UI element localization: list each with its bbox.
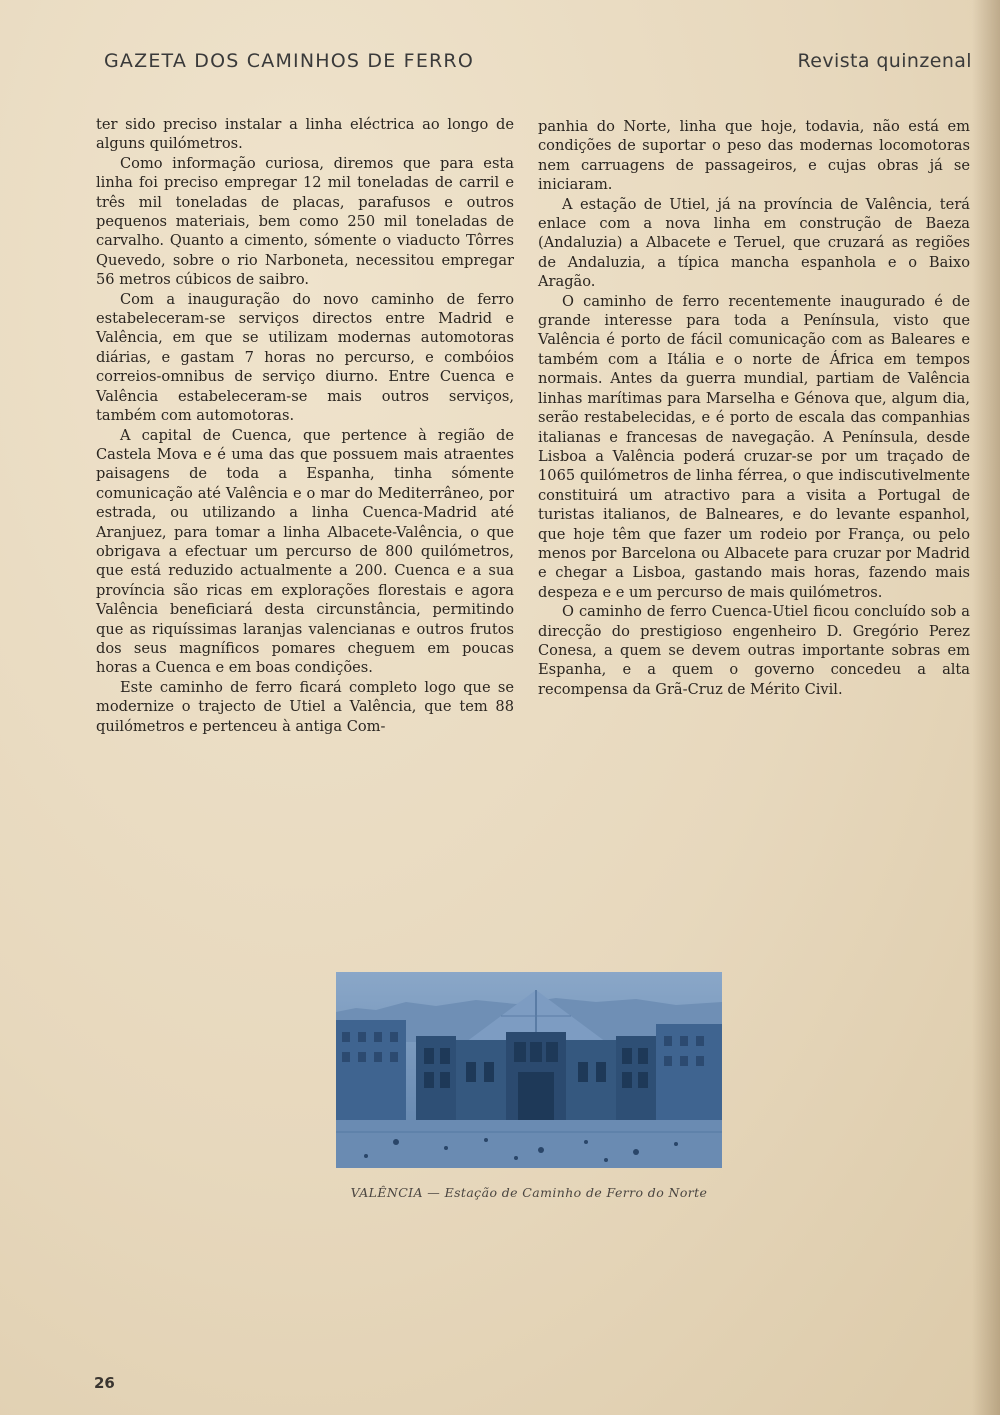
page-header	[104, 50, 972, 84]
paragraph: O caminho de ferro Cuenca-Utiel ficou concluído sob a direcção do prestigioso engenheiro D. Gregório Perez Conesa, a quem se devem outras importante sobras em Espanha, e a quem o governo concedeu a alta recompensa da Grã-Cruz de Mérito Civil.	[538, 603, 970, 698]
journal-title: GAZETA DOS CAMINHOS DE FERRO	[104, 50, 474, 72]
paragraph: A capital de Cuenca, que pertence à região de Castela Mova e é uma das que possuem mais atraentes paisagens de toda a Espanha, tinha sómente comunicação até Valência e o mar do Mediterrâneo, por estrada, ou utilizando a linha Cuenca-Madrid até Aranjuez, para tomar a linha Albacete-Valência, o que obrigava a efectuar um percurso de 800 quilómetros, que está reduzido actualmente a 200. Cuenca e a sua província são ricas em explorações florestais e agora Valência beneficiará desta circunstância, permitindo que as riquíssimas laranjas valencianas e outros frutos dos seus magníficos pomares cheguem em poucas horas a Cuenca e em boas condições.	[96, 426, 514, 677]
paragraph: panhia do Norte, linha que hoje, todavia, não está em condições de suportar o peso das modernas locomotoras nem carruagens de passageiros, e cujas obras já se iniciaram.	[538, 118, 970, 194]
journal-subtitle: Revista quinzenal	[797, 50, 972, 72]
paragraph: Como informação curiosa, diremos que para esta linha foi preciso empregar 12 mil toneladas de carril e três mil toneladas de placas, parafusos e outros pequenos materiais, bem como 250 mil toneladas de carvalho. Quanto a cimento, sómente o viaducto Tôrres Quevedo, sobre o rio Narboneta, necessitou empregar 56 metros cúbicos de saibro.	[96, 154, 514, 289]
page-number: 26	[94, 1374, 115, 1392]
paragraph: O caminho de ferro recentemente inaugurado é de grande interesse para toda a Península, visto que Valência é porto de fácil comunicação com as Baleares e também com a Itália e o norte de África em tempos normais. Antes da guerra mundial, partiam de Valência linhas marítimas para Marselha e Génova que, algum dia, serão restabelecidas, e é porto de escala das companhias italianas e francesas de navegação. A Península, desde Lisboa a Valência poderá cruzar-se por um traçado de 1065 quilómetros de linha férrea, o que indiscutivelmente constituirá um atractivo para a visita a Portugal de turistas italianos, de Balneares, e do levante espanhol, que hoje têm que fazer um rodeio por França, ou pelo menos por Barcelona ou Albacete para cruzar por Madrid e chegar a Lisboa, gastando mais horas, fazendo mais despeza e e um percurso de mais quilómetros.	[538, 292, 970, 601]
paragraph: Este caminho de ferro ficará completo logo que se modernize o trajecto de Utiel a Valência, que tem 88 quilómetros e pertenceu à antiga Com-	[96, 678, 514, 735]
paragraph: A estação de Utiel, já na província de Valência, terá enlace com a nova linha em construção de Baeza (Andaluzia) a Albacete e Teruel, que cruzará as regiões de Andaluzia, a típica mancha espanhola e o Baixo Aragão.	[538, 195, 970, 291]
figure-caption: VALÊNCIA — Estação de Caminho de Ferro do Norte	[350, 1185, 708, 1200]
paragraph: ter sido preciso instalar a linha eléctrica ao longo de alguns quilómetros.	[96, 116, 514, 153]
station-illustration	[336, 972, 722, 1168]
station-photograph	[336, 972, 722, 1168]
paragraph: Com a inauguração do novo caminho de ferro estabeleceram-se serviços directos entre Madrid e Valência, em que se utilizam modernas automotoras diárias, e gastam 7 horas no percurso, e combóios correios-omnibus de serviço diurno. Entre Cuenca e Valência estabeleceram-se mais outros serviços, também com automotoras.	[96, 290, 514, 425]
right-column	[538, 117, 970, 699]
page-edge-shadow	[972, 0, 1000, 1415]
left-column	[96, 115, 514, 736]
